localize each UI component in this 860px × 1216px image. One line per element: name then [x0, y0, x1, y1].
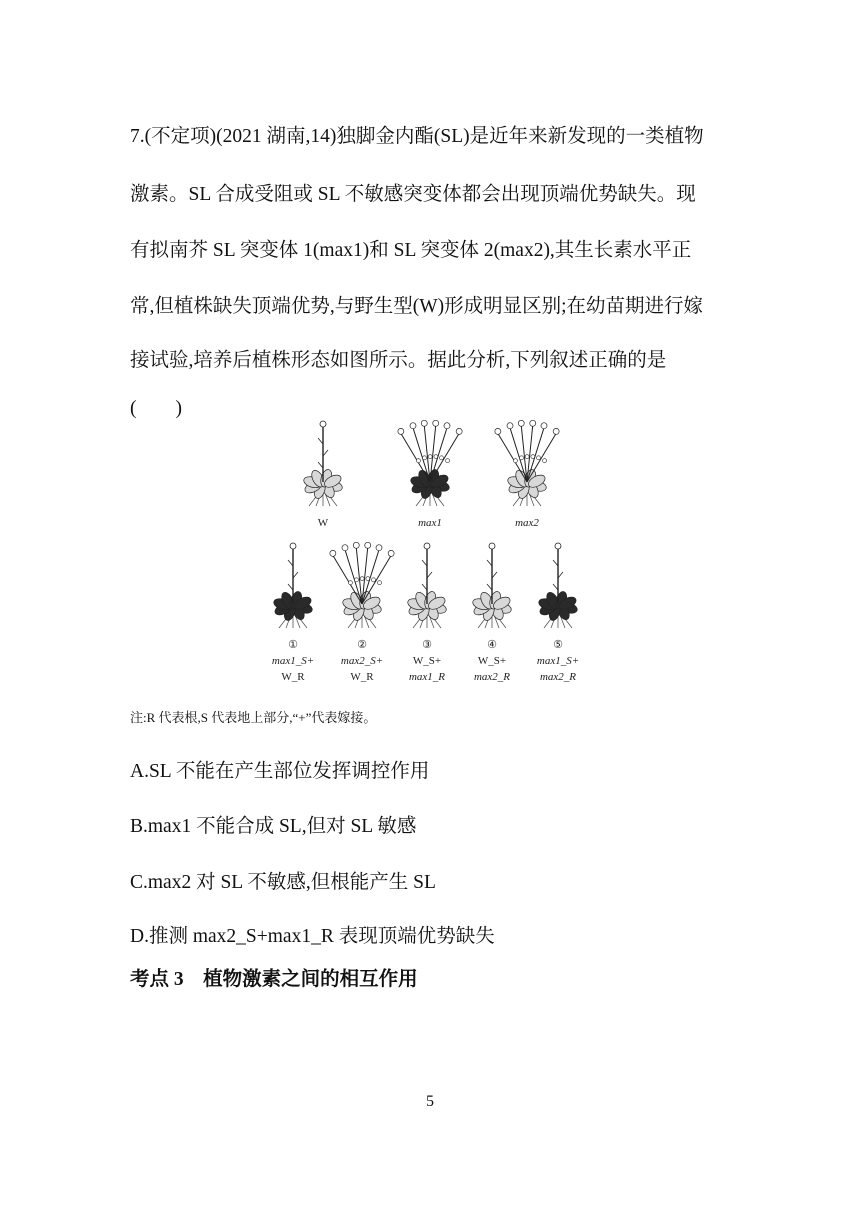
plant-label-3: max2 [515, 517, 539, 529]
graft-shoot-label-2: max2_S+ [340, 655, 384, 667]
question-line-4: 常,但植株缺失顶端优势,与野生型(W)形成明显区别;在幼苗期进行嫁 [130, 296, 704, 317]
question-line-3: 有拟南芥 SL 突变体 1(max1)和 SL 突变体 2(max2),其生长素水平正 [130, 240, 692, 261]
graft-number-4: ④ [487, 639, 497, 651]
answer-blank: ( ) [130, 398, 182, 419]
graft-shoot-label-5: max1_S+ [536, 655, 580, 667]
option-a[interactable]: A.SL 不能在产生部位发挥调控作用 [130, 761, 430, 782]
option-d[interactable]: D.推测 max2_S+max1_R 表现顶端优势缺失 [130, 926, 495, 947]
graft-shoot-label-1: max1_S+ [271, 655, 315, 667]
question-line-5: 接试验,培养后植株形态如图所示。据此分析,下列叙述正确的是 [130, 350, 667, 371]
graft-number-5: ⑤ [553, 639, 563, 651]
graft-root-label-2: W_R [350, 671, 374, 683]
plant-2 [398, 420, 462, 506]
graft-root-label-5: max2_R [539, 671, 577, 683]
figure-note: 注:R 代表根,S 代表地上部分,“+”代表嫁接。 [130, 710, 377, 725]
graft-number-1: ① [288, 639, 298, 651]
plant-label-1: W [317, 517, 329, 529]
graft-plant-2 [330, 542, 394, 628]
graft-plant-3 [406, 543, 447, 628]
graft-root-label-4: max2_R [473, 671, 511, 683]
question-line-2: 激素。SL 合成受阻或 SL 不敏感突变体都会出现顶端优势缺失。现 [130, 184, 696, 205]
graft-number-2: ② [357, 639, 367, 651]
question-line-1: 7.(不定项)(2021 湖南,14)独脚金内酯(SL)是近年来新发现的一类植物 [130, 126, 704, 147]
option-c[interactable]: C.max2 对 SL 不敏感,但根能产生 SL [130, 872, 436, 893]
graft-plant-1 [272, 543, 313, 628]
plant-label-2: max1 [418, 517, 442, 529]
graft-shoot-label-4: W_S+ [477, 655, 507, 667]
graft-plant-4 [471, 543, 512, 628]
graft-number-3: ③ [422, 639, 432, 651]
section-heading: 考点 3 植物激素之间的相互作用 [130, 969, 418, 990]
plant-3 [495, 420, 559, 506]
graft-shoot-label-3: W_S+ [412, 655, 442, 667]
graft-root-label-3: max1_R [408, 671, 446, 683]
plant-1 [302, 421, 343, 506]
option-b[interactable]: B.max1 不能合成 SL,但对 SL 敏感 [130, 816, 417, 837]
grafting-figure [255, 418, 605, 693]
graft-root-label-1: W_R [281, 671, 305, 683]
graft-plant-5 [537, 543, 578, 628]
page-number: 5 [426, 1093, 434, 1110]
